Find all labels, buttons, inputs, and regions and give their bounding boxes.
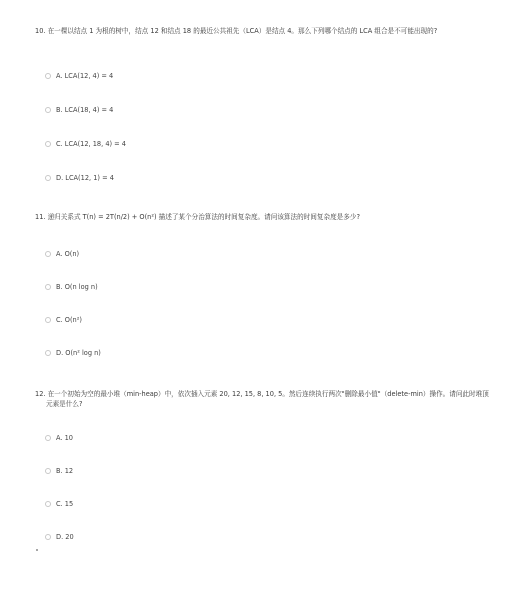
question-10 [35, 27, 495, 37]
radio-button[interactable] [45, 468, 51, 474]
question-12-option-b[interactable] [45, 466, 73, 475]
option-label: D. O(n² log n) [56, 348, 101, 357]
option-label: A. LCA(12, 4) = 4 [56, 71, 114, 80]
question-11-option-c[interactable] [45, 315, 82, 324]
question-11-option-a[interactable] [45, 249, 79, 258]
question-12 [35, 390, 495, 409]
radio-button[interactable] [45, 141, 51, 147]
radio-button[interactable] [45, 284, 51, 290]
radio-button[interactable] [45, 317, 51, 323]
radio-button[interactable] [45, 534, 51, 540]
option-label: A. 10 [56, 433, 73, 442]
radio-button[interactable] [45, 435, 51, 441]
option-label: A. O(n) [56, 249, 80, 258]
question-10-option-b[interactable] [45, 105, 113, 114]
option-label: B. O(n log n) [56, 282, 98, 291]
question-12-text: 12. 在一个初始为空的最小堆（min-heap）中，依次插入元素 20, 12, 15, 8, 10, 5。然后连续执行两次"删除最小值"（delete-min）操作。请问此时堆顶元素是什么? [35, 390, 489, 408]
stray-dot [36, 549, 38, 551]
question-11 [35, 213, 495, 223]
question-10-option-d[interactable] [45, 173, 114, 182]
option-label: C. 15 [56, 499, 74, 508]
option-label: D. LCA(12, 1) = 4 [56, 173, 114, 182]
question-10-option-c[interactable] [45, 139, 126, 148]
question-11-text: 11. 递归关系式 T(n) = 2T(n/2) + O(n²) 描述了某个分治算法的时间复杂度。请问该算法的时间复杂度是多少? [35, 213, 360, 221]
radio-button[interactable] [45, 251, 51, 257]
option-label: C. LCA(12, 18, 4) = 4 [56, 139, 127, 148]
question-12-option-d[interactable] [45, 532, 74, 541]
question-11-option-b[interactable] [45, 282, 98, 291]
question-12-option-c[interactable] [45, 499, 73, 508]
option-label: B. LCA(18, 4) = 4 [56, 105, 114, 114]
question-11-option-d[interactable] [45, 348, 101, 357]
radio-button[interactable] [45, 107, 51, 113]
question-10-option-a[interactable] [45, 71, 113, 80]
radio-button[interactable] [45, 501, 51, 507]
option-label: B. 12 [56, 466, 74, 475]
radio-button[interactable] [45, 175, 51, 181]
radio-button[interactable] [45, 350, 51, 356]
radio-button[interactable] [45, 73, 51, 79]
question-12-option-a[interactable] [45, 433, 73, 442]
option-label: C. O(n²) [56, 315, 82, 324]
option-label: D. 20 [56, 532, 74, 541]
question-10-text: 10. 在一棵以结点 1 为根的树中，结点 12 和结点 18 的最近公共祖先（LCA）是结点 4。那么下列哪个结点的 LCA 组合是不可能出现的? [35, 27, 438, 35]
